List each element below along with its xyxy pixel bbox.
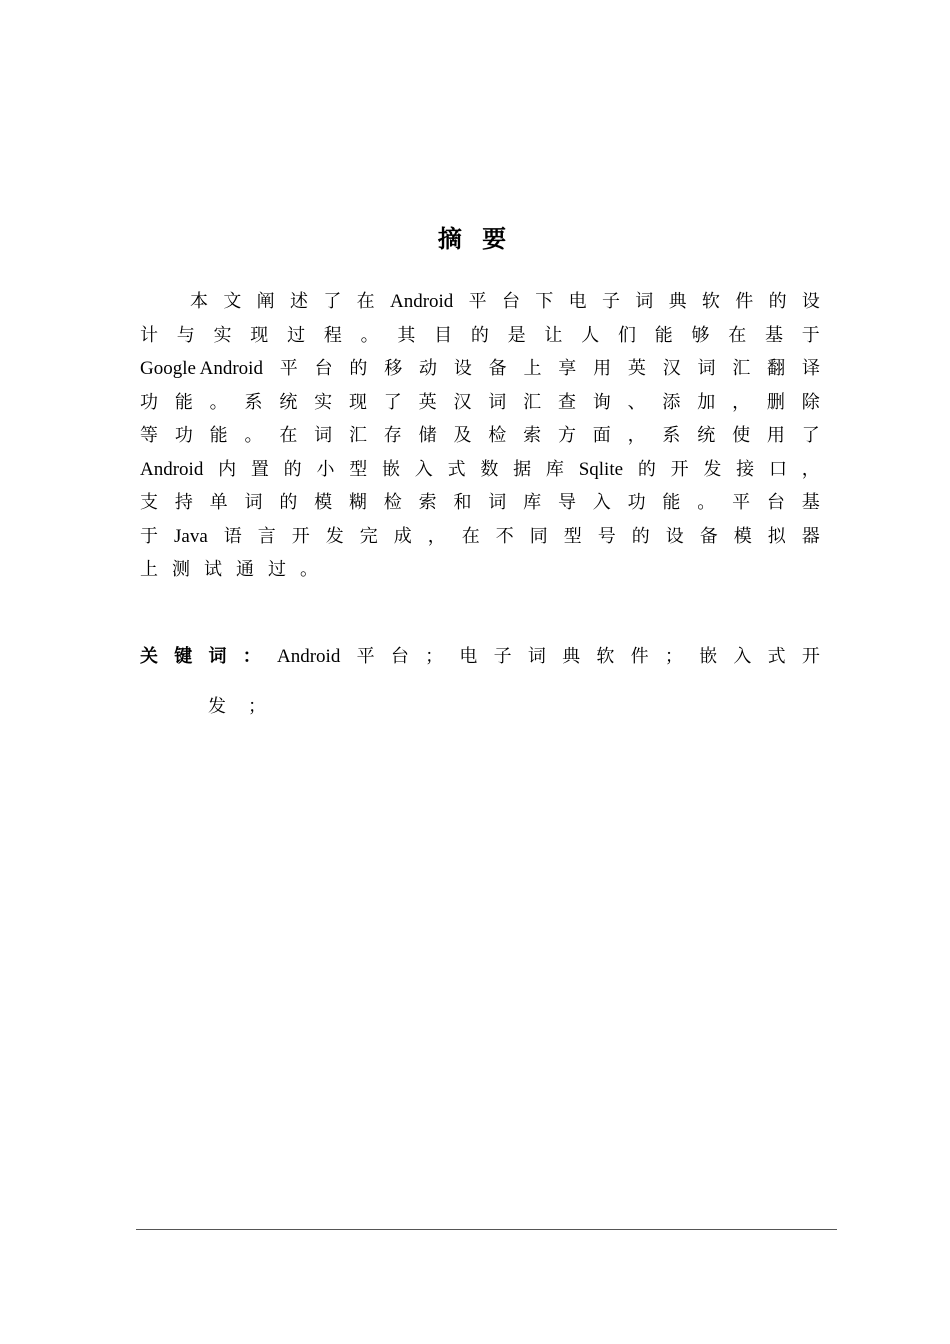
abstract-token: 试 (204, 559, 222, 580)
abstract-token: 统 (697, 425, 716, 446)
abstract-token: 导 (557, 492, 576, 513)
abstract-token: 译 (801, 358, 820, 379)
abstract-token: 在 (728, 324, 747, 346)
abstract-token: 测 (172, 559, 190, 580)
abstract-token: 等 (140, 425, 158, 446)
abstract-token: 汉 (662, 358, 681, 379)
abstract-token: 词 (635, 291, 654, 312)
abstract-token: 功 (174, 425, 193, 446)
abstract-token: 号 (597, 525, 616, 547)
abstract-token: 享 (558, 358, 577, 379)
abstract-token: 电 (568, 291, 587, 312)
abstract-line (140, 520, 820, 554)
abstract-token: 汉 (453, 391, 472, 413)
abstract-token: 备 (488, 358, 507, 379)
abstract-token: 用 (593, 358, 612, 379)
abstract-token: 开 (670, 458, 689, 480)
abstract-token: 的 (631, 525, 650, 547)
abstract-token: 计 (140, 324, 158, 346)
abstract-token: 成 (393, 525, 412, 547)
abstract-token: 英 (627, 358, 646, 379)
abstract-token: 软 (701, 291, 720, 312)
abstract-line (140, 486, 820, 520)
abstract-token: 汇 (348, 425, 367, 446)
keyword-token: 台 (390, 646, 409, 667)
abstract-token: 能 (662, 492, 681, 513)
abstract-token: 完 (359, 525, 378, 547)
abstract-token: 同 (529, 525, 548, 547)
abstract-body (140, 285, 820, 587)
abstract-token: 通 (236, 559, 254, 580)
keyword-token: 嵌 (699, 646, 718, 667)
abstract-token: 索 (418, 492, 437, 513)
abstract-line (140, 419, 820, 453)
abstract-token: 型 (349, 458, 368, 480)
abstract-token: 现 (250, 324, 269, 346)
keywords-line-2 (140, 690, 820, 723)
abstract-token: 移 (384, 358, 403, 379)
keyword-token: ； (248, 696, 266, 717)
abstract-token: ， (427, 525, 446, 547)
abstract-token: 平 (468, 291, 487, 312)
keyword-token: ； (425, 646, 444, 667)
keywords-label: 键 (174, 646, 193, 667)
abstract-token: 式 (447, 458, 466, 480)
abstract-token: 过 (268, 559, 286, 580)
abstract-token: 平 (732, 492, 751, 513)
abstract-token: 不 (495, 525, 514, 547)
abstract-token: 平 (279, 358, 298, 379)
abstract-token: 基 (765, 324, 784, 346)
abstract-token: 系 (244, 391, 263, 413)
abstract-token: 功 (140, 391, 158, 413)
keyword-token: Android (277, 646, 341, 667)
abstract-token: 本 (190, 291, 208, 312)
abstract-token: 基 (801, 492, 820, 513)
abstract-token: 其 (397, 324, 416, 346)
abstract-token: 置 (250, 458, 269, 480)
abstract-token: 内 (218, 458, 237, 480)
abstract-token: 。 (209, 391, 228, 413)
keyword-token: 件 (630, 646, 649, 667)
abstract-token: 型 (563, 525, 582, 547)
keyword-token: 软 (596, 646, 615, 667)
abstract-token: 器 (801, 525, 820, 547)
abstract-token: 们 (617, 324, 636, 346)
abstract-token: 删 (766, 391, 785, 413)
abstract-token: 在 (279, 425, 298, 446)
abstract-token: 开 (291, 525, 310, 547)
abstract-token: 让 (544, 324, 563, 346)
abstract-token: 。 (360, 324, 379, 346)
abstract-line (140, 319, 820, 353)
abstract-token: 嵌 (382, 458, 401, 480)
abstract-token: 件 (735, 291, 754, 312)
abstract-token: Google Android (140, 358, 263, 379)
abstract-token: 了 (383, 391, 402, 413)
abstract-token: 拟 (767, 525, 786, 547)
abstract-token: 口 (768, 458, 787, 480)
abstract-line (140, 453, 820, 487)
abstract-token: 发 (325, 525, 344, 547)
abstract-token: 实 (314, 391, 333, 413)
abstract-token: 于 (140, 525, 158, 547)
abstract-token: 够 (691, 324, 710, 346)
abstract-token: 词 (488, 492, 507, 513)
abstract-token: 糊 (348, 492, 367, 513)
abstract-token: 词 (244, 492, 263, 513)
abstract-token: 。 (697, 492, 716, 513)
keyword-token: 电 (459, 646, 478, 667)
abstract-token: 模 (733, 525, 752, 547)
abstract-token: 下 (535, 291, 554, 312)
abstract-token: 及 (453, 425, 472, 446)
abstract-line (140, 386, 820, 420)
abstract-token: 词 (314, 425, 333, 446)
abstract-token: 台 (314, 358, 333, 379)
keywords-section (140, 640, 820, 723)
abstract-token: 设 (801, 291, 820, 312)
abstract-token: 询 (592, 391, 611, 413)
abstract-token: 词 (697, 358, 716, 379)
keyword-token: 发 (208, 696, 226, 717)
abstract-token: 的 (283, 458, 302, 480)
abstract-token: 数 (480, 458, 499, 480)
abstract-token: 据 (513, 458, 532, 480)
abstract-token: Android (389, 291, 454, 312)
abstract-token: 汇 (523, 391, 542, 413)
abstract-token: 语 (223, 525, 242, 547)
abstract-token: 。 (300, 559, 318, 580)
abstract-token: 在 (356, 291, 375, 312)
abstract-token: 小 (316, 458, 335, 480)
abstract-token: 过 (287, 324, 306, 346)
abstract-token: 设 (665, 525, 684, 547)
abstract-token: 检 (383, 492, 402, 513)
abstract-token: 了 (323, 291, 342, 312)
abstract-token: 台 (501, 291, 520, 312)
abstract-token: 的 (279, 492, 298, 513)
abstract-token: 上 (140, 559, 158, 580)
abstract-token: 人 (581, 324, 600, 346)
abstract-token: Android (140, 458, 204, 480)
abstract-token: 查 (557, 391, 576, 413)
abstract-token: 单 (209, 492, 228, 513)
abstract-token: 上 (523, 358, 542, 379)
abstract-line (140, 553, 820, 587)
abstract-token: 库 (545, 458, 564, 480)
abstract-token: 发 (703, 458, 722, 480)
keyword-token: 开 (801, 646, 820, 667)
abstract-token: Java (174, 525, 208, 547)
abstract-token: 子 (601, 291, 620, 312)
abstract-token: 能 (209, 425, 228, 446)
abstract-token: 了 (801, 425, 820, 446)
abstract-token: ， (801, 458, 820, 480)
abstract-token: 能 (174, 391, 193, 413)
abstract-token: 面 (592, 425, 611, 446)
abstract-token: Sqlite (578, 458, 624, 480)
abstract-token: ， (627, 425, 646, 446)
footer-divider (136, 1229, 837, 1230)
abstract-token: 添 (662, 391, 681, 413)
abstract-token: 系 (662, 425, 681, 446)
abstract-token: 动 (419, 358, 438, 379)
abstract-token: 实 (213, 324, 232, 346)
abstract-token: 方 (557, 425, 576, 446)
abstract-token: 用 (766, 425, 785, 446)
keyword-token: 典 (562, 646, 581, 667)
abstract-token: 设 (453, 358, 472, 379)
abstract-token: 、 (627, 391, 646, 413)
abstract-token: 词 (488, 391, 507, 413)
abstract-token: 除 (801, 391, 820, 413)
abstract-token: ， (732, 391, 751, 413)
abstract-token: 的 (470, 324, 489, 346)
keywords-line-1 (140, 640, 820, 673)
abstract-token: 统 (279, 391, 298, 413)
keyword-token: 词 (527, 646, 546, 667)
abstract-token: 加 (697, 391, 716, 413)
abstract-token: 是 (507, 324, 526, 346)
abstract-token: 典 (668, 291, 687, 312)
keyword-token: 入 (733, 646, 752, 667)
abstract-token: 支 (140, 492, 158, 513)
abstract-token: 接 (736, 458, 755, 480)
abstract-token: 英 (418, 391, 437, 413)
abstract-token: 功 (627, 492, 646, 513)
abstract-token: 库 (523, 492, 542, 513)
abstract-token: 检 (488, 425, 507, 446)
abstract-token: 目 (434, 324, 453, 346)
abstract-token: 能 (654, 324, 673, 346)
keywords-label: 关 (140, 646, 158, 667)
abstract-token: 在 (461, 525, 480, 547)
abstract-token: 言 (257, 525, 276, 547)
abstract-token: 述 (289, 291, 308, 312)
keyword-token: 平 (356, 646, 375, 667)
abstract-token: 文 (223, 291, 242, 312)
abstract-token: 。 (244, 425, 263, 446)
abstract-token: 翻 (767, 358, 786, 379)
abstract-token: 入 (414, 458, 433, 480)
abstract-token: 程 (323, 324, 342, 346)
keyword-token: ； (664, 646, 683, 667)
abstract-token: 汇 (732, 358, 751, 379)
abstract-token: 索 (523, 425, 542, 446)
keyword-token: 子 (493, 646, 512, 667)
page-title: 摘 要 (437, 224, 513, 253)
abstract-token: 模 (314, 492, 333, 513)
abstract-line (140, 352, 820, 386)
abstract-token: 阐 (256, 291, 275, 312)
abstract-token: 现 (348, 391, 367, 413)
abstract-token: 储 (418, 425, 437, 446)
abstract-token: 的 (637, 458, 656, 480)
abstract-token: 持 (174, 492, 193, 513)
abstract-token: 的 (349, 358, 368, 379)
keyword-token: 式 (767, 646, 786, 667)
abstract-token: 于 (801, 324, 820, 346)
abstract-token: 入 (592, 492, 611, 513)
abstract-token: 的 (768, 291, 787, 312)
abstract-line (140, 285, 820, 319)
abstract-token: 与 (176, 324, 195, 346)
keywords-label: ： (242, 646, 261, 667)
keywords-label: 词 (208, 646, 227, 667)
abstract-token: 存 (383, 425, 402, 446)
abstract-token: 备 (699, 525, 718, 547)
abstract-token: 和 (453, 492, 472, 513)
abstract-token: 使 (732, 425, 751, 446)
abstract-token: 台 (766, 492, 785, 513)
